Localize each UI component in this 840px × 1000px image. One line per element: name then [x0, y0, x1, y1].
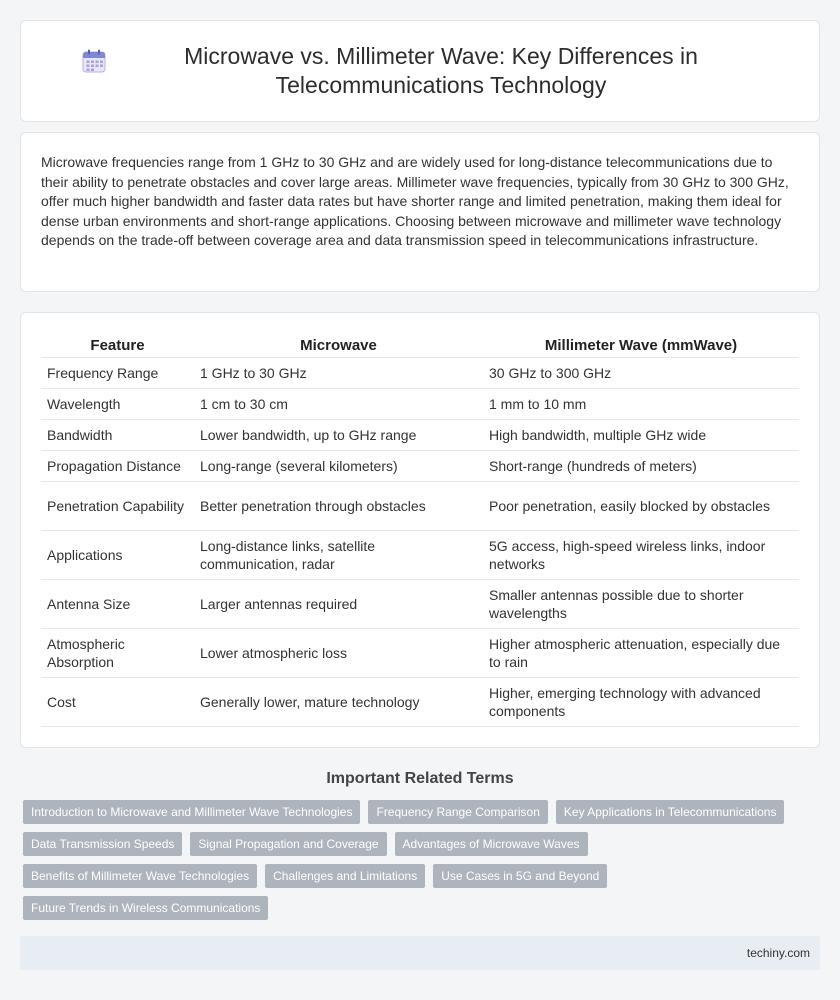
cell-mmwave: Smaller antennas possible due to shorter wavelengths [483, 579, 799, 628]
table-row [41, 677, 799, 726]
related-term-tag[interactable]: Challenges and Limitations [265, 864, 425, 888]
table-row [41, 481, 799, 530]
table-row [41, 579, 799, 628]
related-term-tag[interactable]: Advantages of Microwave Waves [395, 832, 588, 856]
page-title: Microwave vs. Millimeter Wave: Key Differences in Telecommunications Technology [184, 43, 698, 98]
intro-paragraph: Microwave frequencies range from 1 GHz to 30 GHz and are widely used for long-distance telecommunications due to their ability to penetrate obstacles and cover large areas. Millimeter wave frequencies, typically from 30 GHz to 300 GHz, offer much higher bandwidth and faster data rates but have shorter range and limited penetration, making them ideal for dense urban environments and short-range applications. Choosing between microwave and millimeter wave technology depends on the trade-off between coverage area and data transmission speed in telecommunications infrastructure. [41, 154, 789, 249]
table-row [41, 530, 799, 579]
table-row [41, 628, 799, 677]
cell-feature: Cost [41, 677, 194, 726]
cell-microwave: Lower bandwidth, up to GHz range [194, 419, 483, 450]
header-card [20, 20, 820, 122]
footer-site-link[interactable]: techiny.com [746, 946, 810, 960]
cell-microwave: Long-range (several kilometers) [194, 450, 483, 481]
related-terms-title: Important Related Terms [326, 770, 514, 787]
related-term-tag[interactable]: Use Cases in 5G and Beyond [433, 864, 607, 888]
comparison-table-card [20, 312, 820, 748]
related-term-tag[interactable]: Frequency Range Comparison [368, 800, 547, 824]
table-row [41, 357, 799, 388]
cell-mmwave: 1 mm to 10 mm [483, 388, 799, 419]
header-mmwave: Millimeter Wave (mmWave) [483, 333, 799, 357]
related-term-tag[interactable]: Data Transmission Speeds [23, 832, 182, 856]
cell-feature: Propagation Distance [41, 450, 194, 481]
cell-feature: Antenna Size [41, 579, 194, 628]
related-term-tag[interactable]: Key Applications in Telecommunications [556, 800, 785, 824]
cell-mmwave: Higher, emerging technology with advanced components [483, 677, 799, 726]
cell-microwave: Long-distance links, satellite communication, radar [194, 530, 483, 579]
intro-card [20, 132, 820, 292]
cell-feature: Atmospheric Absorption [41, 628, 194, 677]
cell-feature: Wavelength [41, 388, 194, 419]
table-header-row [41, 333, 799, 357]
calendar-icon [81, 48, 107, 74]
comparison-table [41, 333, 799, 727]
cell-mmwave: Higher atmospheric attenuation, especially due to rain [483, 628, 799, 677]
header-feature: Feature [41, 333, 194, 357]
header-microwave: Microwave [194, 333, 483, 357]
related-term-tag[interactable]: Introduction to Microwave and Millimeter Wave Technologies [23, 800, 360, 824]
cell-feature: Applications [41, 530, 194, 579]
related-terms-list [20, 800, 820, 920]
cell-mmwave: 5G access, high-speed wireless links, indoor networks [483, 530, 799, 579]
cell-microwave: Better penetration through obstacles [194, 481, 483, 530]
cell-mmwave: 30 GHz to 300 GHz [483, 357, 799, 388]
related-term-tag[interactable]: Future Trends in Wireless Communications [23, 896, 268, 920]
table-row [41, 450, 799, 481]
cell-feature: Frequency Range [41, 357, 194, 388]
cell-mmwave: Poor penetration, easily blocked by obstacles [483, 481, 799, 530]
related-term-tag[interactable]: Signal Propagation and Coverage [190, 832, 386, 856]
cell-microwave: Larger antennas required [194, 579, 483, 628]
cell-mmwave: High bandwidth, multiple GHz wide [483, 419, 799, 450]
cell-feature: Bandwidth [41, 419, 194, 450]
cell-feature: Penetration Capability [41, 481, 194, 530]
cell-microwave: 1 GHz to 30 GHz [194, 357, 483, 388]
cell-microwave: Generally lower, mature technology [194, 677, 483, 726]
footer [20, 936, 820, 970]
cell-microwave: Lower atmospheric loss [194, 628, 483, 677]
table-row [41, 388, 799, 419]
table-row [41, 419, 799, 450]
related-term-tag[interactable]: Benefits of Millimeter Wave Technologies [23, 864, 257, 888]
cell-mmwave: Short-range (hundreds of meters) [483, 450, 799, 481]
cell-microwave: 1 cm to 30 cm [194, 388, 483, 419]
